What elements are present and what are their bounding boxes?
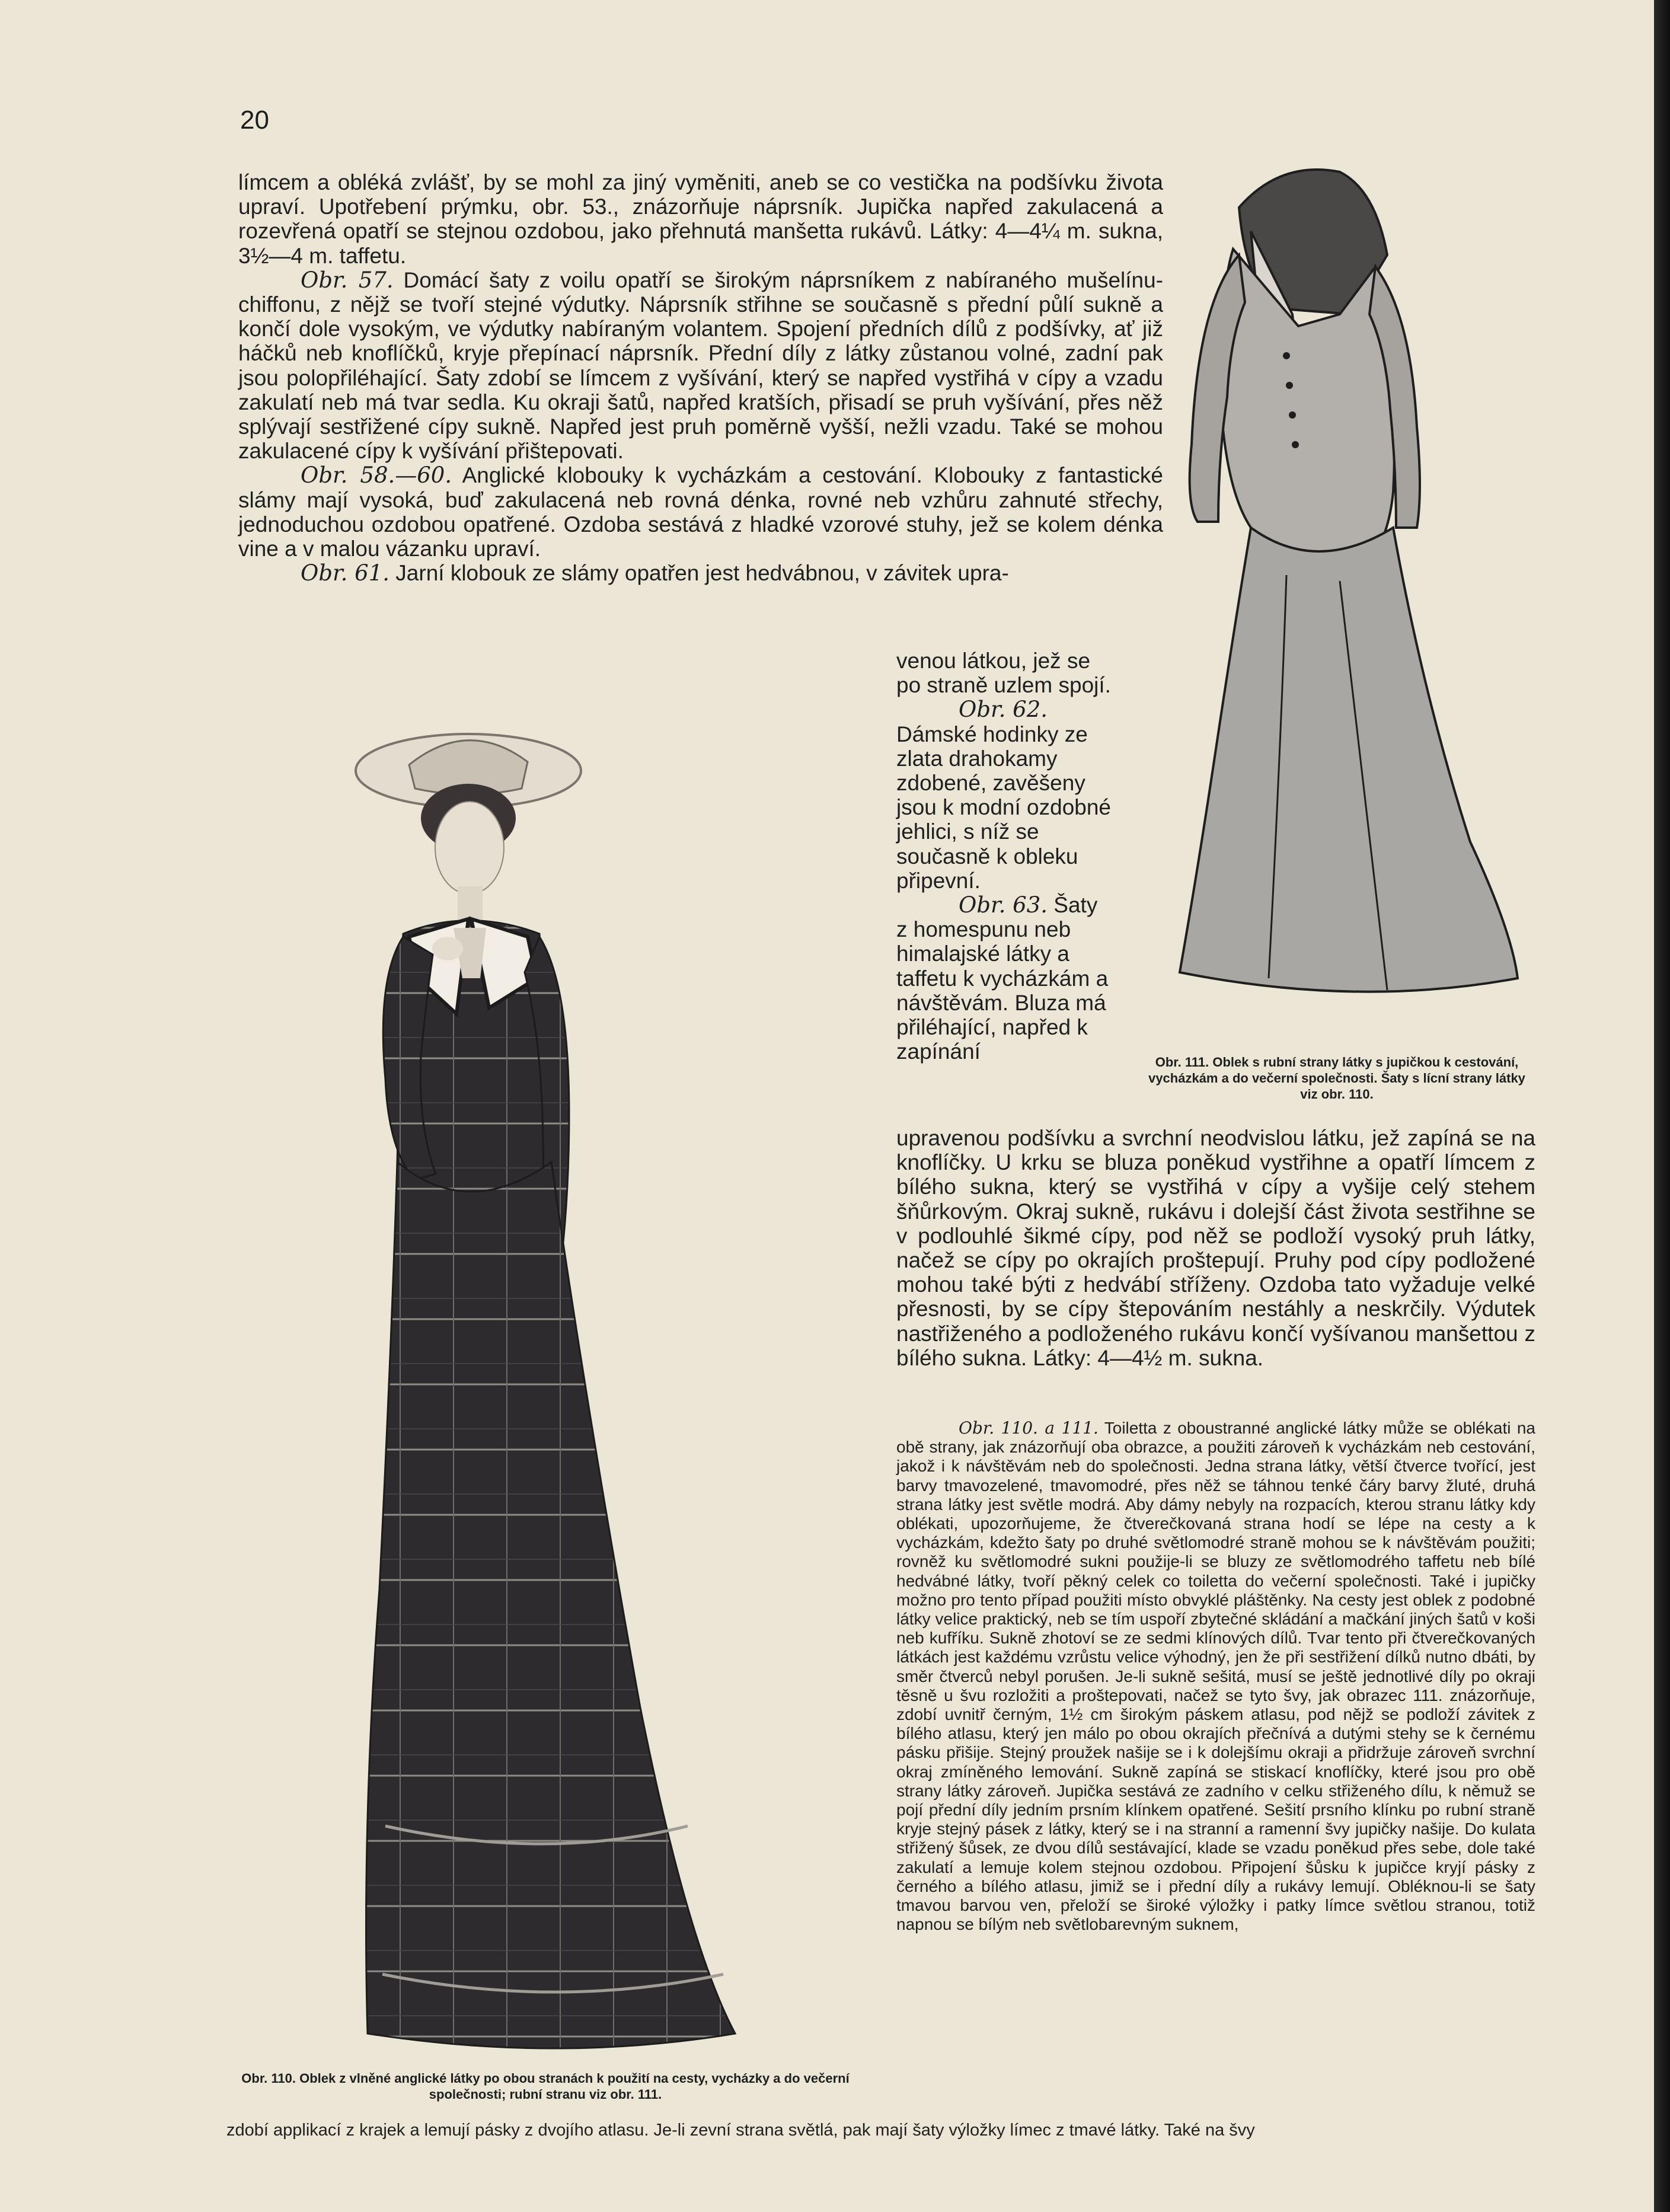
figure-ref-58: Obr. 58.—60. xyxy=(301,462,452,489)
page-edge xyxy=(1654,0,1670,2212)
figure-ref-61: Obr. 61. xyxy=(301,560,390,586)
figure-110-dark-dress xyxy=(320,700,794,2069)
paragraph-61-start: Obr. 61. Jarní klobouk ze slámy opatřen jest hedvábnou, v závitek upra- xyxy=(301,560,1009,586)
paragraph-63-end: upravenou podšívku a svrchní neodvislou látku, jež zapíná se na knoflíčky. U krku se bluza poněkud vystřihne a opatří límcem z bílého sukna, který se vystřihá v cípy a vyšije celý stehem šňůrkovým. Okraj sukně, rukávu i dolejší část života sestřihne se v podlouhlé šikmé cípy, pod něž se podloží vysoký pruh látky, načež se cípy po okrajích proštepují. Pruhy pod cípy podložené mohou také býti z hedvábí stříženy. Ozdoba tato vyžaduje velké přesnosti, by se cípy štepováním nestáhly a neskrčily. Výdutek nastřiženého a podloženého rukávu končí vyšívanou manšettou z bílého sukna. Látky: 4—4½ m. sukna. xyxy=(896,1126,1535,1370)
caption-figure-111: Obr. 111. Oblek s rubní strany látky s jupičkou k cestování, vycházkám a do večerní společnosti. Šaty s lícní strany látky viz obr. 110. xyxy=(1148,1055,1525,1102)
paragraph-62: Obr. 62. Dámské hodinky ze zlata drahokamy zdobené, zavěšeny jsou k modní ozdobné jehlici, s níž se současně k obleku připevní. xyxy=(896,697,1112,893)
narrow-text-column xyxy=(896,649,1112,1064)
paragraph-57: Obr. 57. Domácí šaty z voilu opatří se širokým náprsníkem z nabíraného mušelínu-chiffonu, z nějž se tvoří stejné výdutky. Náprsník střihne se současně s přední půlí sukně a končí dole vysokým, ve výdutky nabíraným volantem. Spojení předních dílů z podšívky, ať již háčků neb knoflíčků, kryje přepínací náprsník. Přední díly z látky zůstanou volné, zadní pak jsou polopřiléhající. Šaty zdobí se límcem z vyšívání, který se napřed vystřihá v cípy a vzadu zakulatí neb má tvar sedla. Ku okraji šatů, napřed kratších, přisadí se pruh vyšívání, přes něž splývají sestřižené cípy sukně. Napřed jest pruh poměrně vyšší, nežli vzadu. Také se mohou zakulacené cípy k vyšívání přištepovati. xyxy=(238,267,1163,464)
figure-111-light-coat xyxy=(1162,160,1529,1008)
paragraph-110-111: Obr. 110. a 111. Toiletta z oboustranné anglické látky může se oblékati na obě strany, jak znázorňují oba obrazce, a použiti zároveň k vycházkám neb cestování, jakož i k návštěvám neb do společnosti. Jedna strana látky, větší čtverce tvořící, jest barvy tmavozelené, tmavomodré, přes něž se táhnou tenké čáry barvy žluté, druhá strana látky jest světle modrá. Aby dámy nebyly na rozpacích, kterou stranu látky kdy oblékati, upozorňujeme, že čtverečkovaná strana hodí se lépe na cesty a k vycházkám, kdežto šaty po druhé světlomodré straně mohou se k návštěvám použiti; rovněž ku světlomodré sukni použije-li se bluzy ze světlomodrého taffetu neb bílé hedvábné látky, tvoří pěkný celek co toiletta do večerní společnosti. Také i jupičky možno pro tento případ použiti místo obvyklé pláštěnky. Na cesty jest oblek z podobné látky velice praktický, neb se tím uspoří zbytečné skládání a mačkání jiných šatů v koši neb kufříku. Sukně zhotoví se ze sedmi klínových dílů. Tvar tento při čtverečkovaných látkách jest každému vzrůstu velice výhodný, jen že při sestřižení dílků nutno dbáti, by směr čtverců nebyl porušen. Je-li sukně sešitá, musí se ještě jednotlivé díly po okraji těsně u švu rozložiti a proštepovati, načež se tyto švy, jak obrazec 111. znázorňuje, zdobí uvnitř černým, 1½ cm širokým páskem atlasu, pod nějž se podloží závitek z bílého atlasu, který jen málo po obou okrajích přečnívá a dutými stehy se k černému pásku přišije. Stejný proužek našije se i k dolejšímu okraji a přidržuje zároveň svrchní okraj zmíněného lemování. Sukně zapíná se stiskací knoflíčky, které jsou pro obě strany látky zároveň. Jupička sestává ze zadního v celku střiženého dílu, k němuž se pojí přední díly jedním prsním klínkem opatřené. Sešití prsního klínku po rubní straně kryje stejný pásek z látky, který se i na stranní a ramenní švy jupičky našije. Do kulata střižený šůsek, ze dvou dílů sestávající, klade se vzadu poněkud přes sebe, dole také zakulatí a lemuje kolem stejnou ozdobou. Připojení šůsku k jupičce kryjí pásky z černého a bílého atlasu, jimiž se i přední díly a rukávy lemují. Obléknou-li se šaty tmavou barvou ven, přeloží se široké výložky i patky límce světlou stranou, totiž napnou se bílým neb světlobarevným suknem, xyxy=(896,1418,1536,1934)
upper-text-block xyxy=(238,170,1163,585)
page-number: 20 xyxy=(240,106,269,135)
small-print-column xyxy=(896,1419,1535,1934)
figure-ref-62: Obr. 62. xyxy=(959,697,1048,723)
final-line: zdobí applikací z krajek a lemují pásky z dvojího atlasu. Je-li zevní strana světlá, pak mají šaty výložky límec z tmavé látky. Také na švy xyxy=(226,2121,1255,2140)
paragraph-63-start: Obr. 63. Šaty z homespunu neb himalajské látky a taffetu k vycházkám a návštěvám. Bluza má přiléhající, napřed k zapínání xyxy=(896,892,1109,1064)
right-text-column xyxy=(896,1126,1535,1370)
paragraph-58: Obr. 58.—60. Anglické klobouky k vycházkám a cestování. Klobouky z fantastické slámy mají vysoká, buď zakulacená neb rovná dénka, rovné neb vzhůru zahnuté střechy, jednoduchou ozdobou opatřené. Ozdoba sestává z hladké vzorové stuhy, jež se kolem dénka vine a v malou vázanku upraví. xyxy=(238,462,1163,561)
paragraph-61-end: venou látkou, jež se po straně uzlem spojí. xyxy=(896,649,1111,698)
figure-ref-57: Obr. 57. xyxy=(301,267,394,293)
paragraph-intro: límcem a obléká zvlášť, by se mohl za jiný vyměniti, aneb se co vestička na podšívku života upraví. Upotřebení prýmku, obr. 53., znázorňuje náprsník. Jupička napřed zakulacená a rozevřená opatří se stejnou ozdobou, jako přehnutá manšetta rukávů. Látky: 4—4¼ m. sukna, 3½—4 m. taffetu. xyxy=(238,170,1163,268)
figure-ref-63: Obr. 63. xyxy=(959,892,1048,918)
figure-ref-110-111: Obr. 110. a 111. xyxy=(959,1418,1099,1438)
caption-figure-110: Obr. 110. Oblek z vlněné anglické látky po obou stranách k použití na cesty, vycházky a do večerní společnosti; rubní stranu viz obr. 111. xyxy=(241,2071,850,2102)
